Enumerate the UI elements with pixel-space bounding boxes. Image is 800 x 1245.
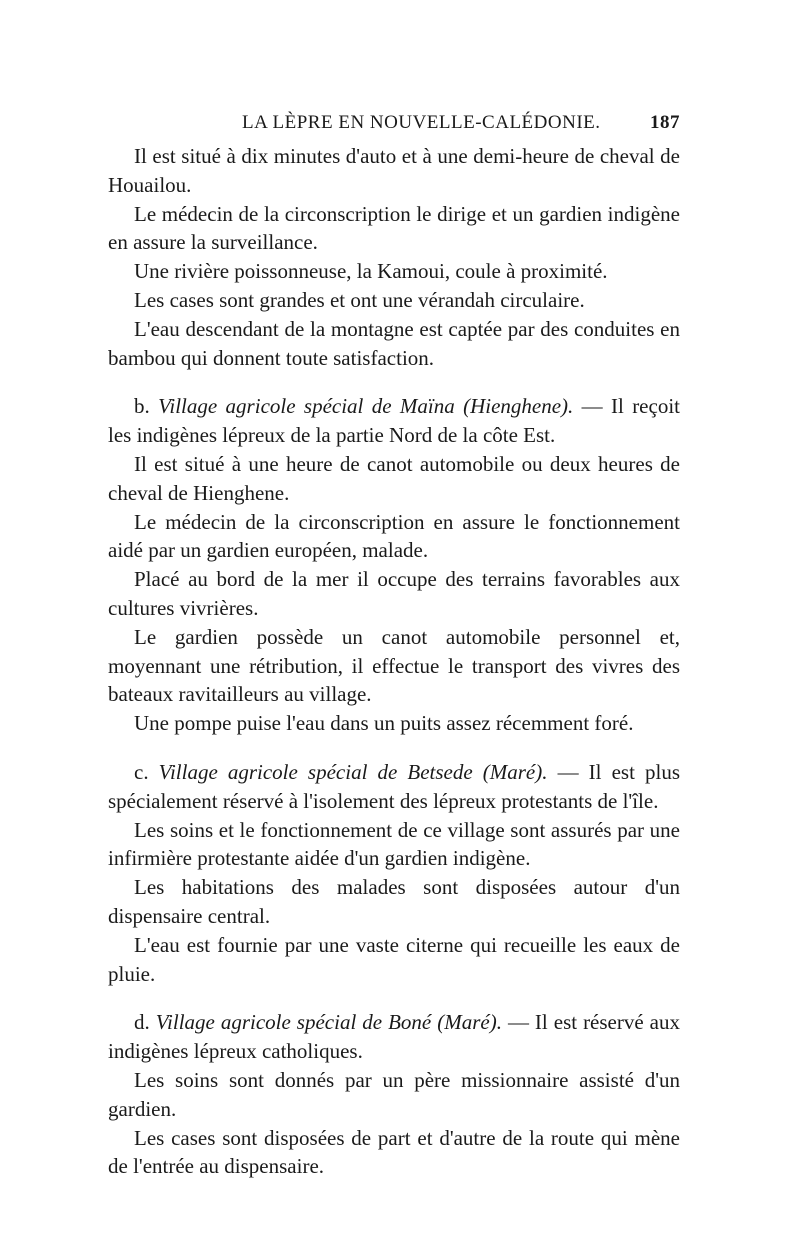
paragraph: Il est situé à dix minutes d'auto et à une demi-heure de cheval de Houailou. bbox=[108, 144, 680, 197]
paragraph: Les cases sont grandes et ont une vérandah circulaire. bbox=[134, 287, 585, 312]
paragraph: L'eau est fournie par une vaste citerne qui recueille les eaux de pluie. bbox=[108, 932, 680, 986]
section-title: Village agricole spécial de Maïna (Hienghene). bbox=[158, 394, 574, 419]
paragraph: Le médecin de la circonscription en assure le fonctionnement aidé par un gardien européen, malade. bbox=[108, 509, 680, 563]
paragraph: Une pompe puise l'eau dans un puits assez récemment foré. bbox=[134, 711, 634, 736]
section-gap bbox=[108, 738, 680, 758]
section-heading-c bbox=[108, 758, 680, 816]
section-heading-d bbox=[108, 1008, 680, 1066]
section-title: Village agricole spécial de Boné (Maré). bbox=[155, 1010, 502, 1035]
section-gap bbox=[108, 988, 680, 1008]
section-lead: — Il reçoit les indigènes lépreux de la partie Nord de la côte Est. bbox=[108, 394, 680, 448]
section-label: b. bbox=[134, 394, 150, 419]
section-heading-b bbox=[108, 392, 680, 450]
section-lead: — Il est réservé aux indigènes lépreux catholiques. bbox=[108, 1010, 680, 1064]
paragraph: Les soins sont donnés par un père missionnaire assisté d'un gardien. bbox=[108, 1067, 680, 1121]
paragraph: Placé au bord de la mer il occupe des terrains favorables aux cultures vivrières. bbox=[108, 567, 680, 620]
paragraph: Le gardien possède un canot automobile personnel et, moyennant une rétribution, il effectue le transport des vivres des bateaux ravitailleurs au village. bbox=[108, 624, 680, 707]
section-gap bbox=[108, 372, 680, 392]
paragraph: Les cases sont disposées de part et d'autre de la route qui mène de l'entrée au dispensaire. bbox=[108, 1125, 680, 1179]
section-title: Village agricole spécial de Betsede (Maré). bbox=[158, 759, 548, 784]
book-page bbox=[108, 112, 680, 1181]
paragraph: Il est situé à une heure de canot automobile ou deux heures de cheval de Hienghene. bbox=[108, 451, 680, 505]
section-label: d. bbox=[134, 1010, 150, 1035]
paragraph: Les soins et le fonctionnement de ce village sont assurés par une infirmière protestante aidée d'un gardien indigène. bbox=[108, 817, 680, 871]
paragraph: Le médecin de la circonscription le dirige et un gardien indigène en assure la surveillance. bbox=[108, 201, 680, 255]
body-text bbox=[108, 142, 680, 1181]
paragraph: Une rivière poissonneuse, la Kamoui, coule à proximité. bbox=[134, 259, 608, 284]
running-head bbox=[108, 112, 680, 142]
page-number: 187 bbox=[650, 112, 680, 133]
section-label: c. bbox=[134, 759, 149, 784]
section-lead: — Il est plus spécialement réservé à l'isolement des lépreux protestants de l'île. bbox=[108, 759, 680, 813]
paragraph: L'eau descendant de la montagne est captée par des conduites en bambou qui donnent toute satisfaction. bbox=[108, 316, 680, 370]
running-title: LA LÈPRE EN NOUVELLE-CALÉDONIE. bbox=[242, 112, 601, 133]
paragraph: Les habitations des malades sont disposées autour d'un dispensaire central. bbox=[108, 875, 680, 928]
